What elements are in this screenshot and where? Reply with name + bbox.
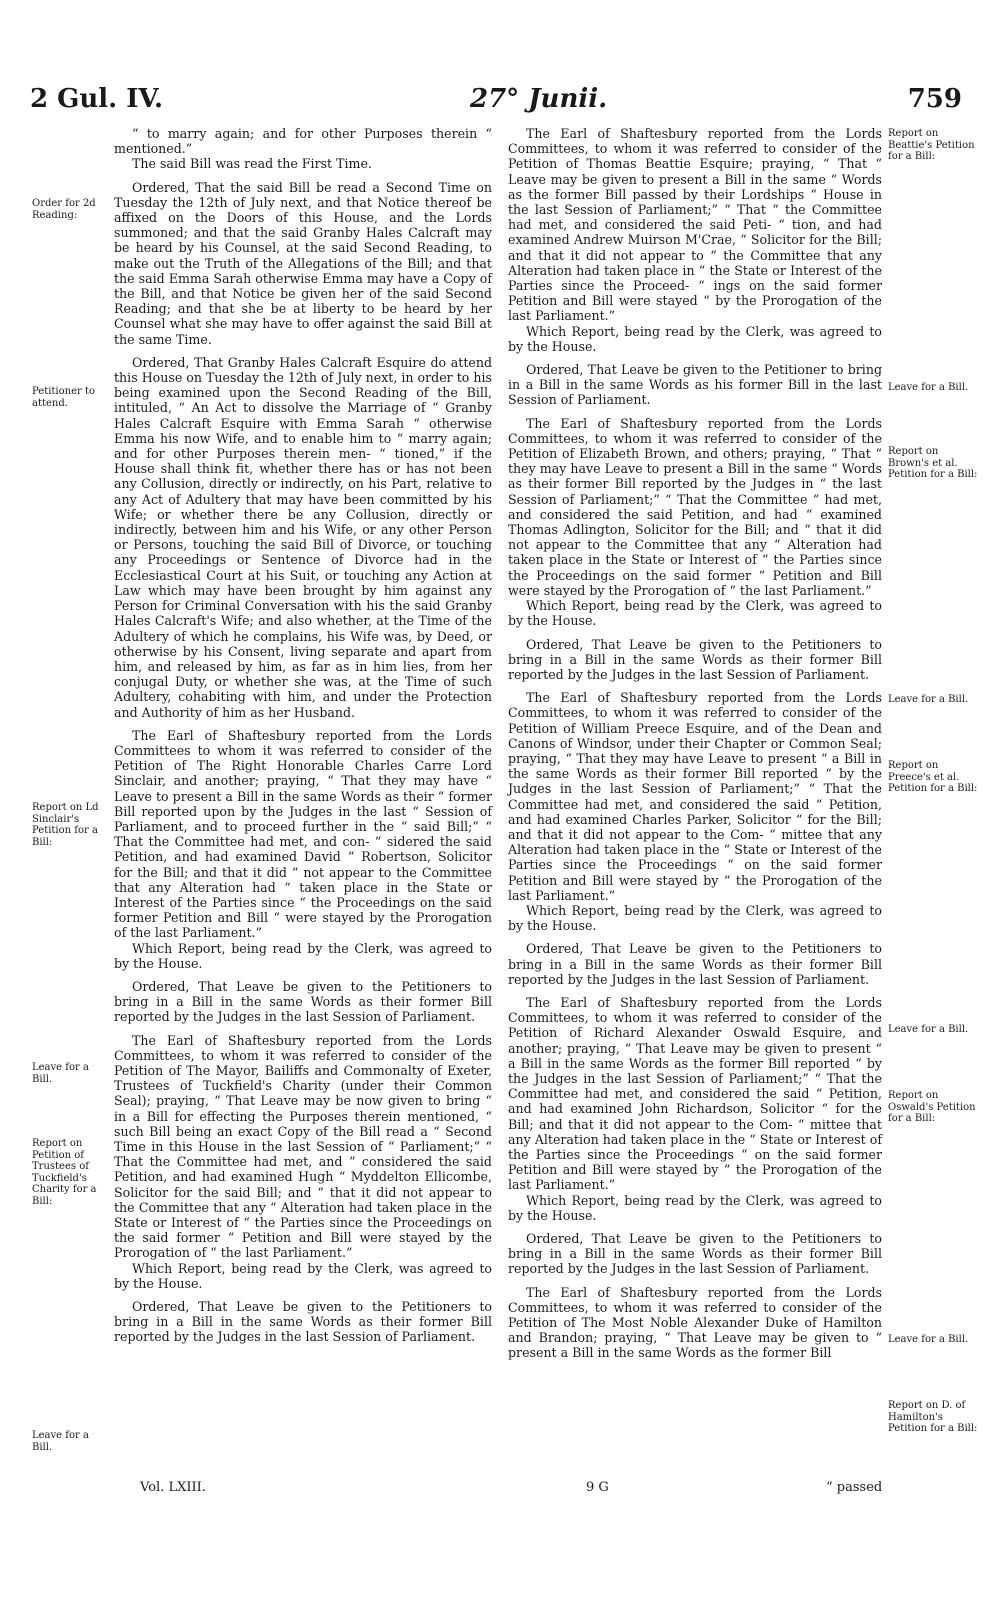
paragraph: The Earl of Shaftesbury reported from the Lords Committees, to whom it was referred to consider of the Petition of Elizabeth Brown, and others; praying, “ That “ they may have Leave to present a Bill in the same “ Words as their former Bill reported by the Judges in “ the last Session of Parliament;” “ That the Committee “ had met, and considered the said Petition, and had “ examined Thomas Adlington, Solicitor for the Bill; and “ that it did not appear to the Committee that any “ Alteration had taken place in the State or Interest of “ the Parties since the Proceedings on the said former “ Petition and Bill were stayed by the Prorogation of “ the last Parliament.” [508, 415, 882, 598]
paragraph: Which Report, being read by the Clerk, was agreed to by the House. [508, 902, 882, 934]
paragraph: Ordered, That Leave be given to the Petitioners to bring in a Bill in the same Words as their former Bill reported by the Judges in the last Session of Parliament. [114, 1299, 492, 1345]
paragraph: Ordered, That Granby Hales Calcraft Esquire do attend this House on Tuesday the 12th of July next, in order to his being examined upon the Second Reading of the Bill, intituled, “ An Act to dissolve the Marriage of “ Granby Hales Calcraft Esquire with Emma Sarah “ otherwise Emma his now Wife, and to enable him to “ marry again; and for other Purposes therein men- “ tioned,” if the House shall think fit, whether there has or has not been any Collusion, directly or indirectly, on his Part, relative to any Act of Adultery that may have been committed by his Wife; or whether there be any Collusion, directly or indirectly, between him and his Wife, or any other Person or Persons, touching the said Bill of Divorce, or touching any Proceedings or Sentence of Divorce had in the Ecclesiastical Court at his Suit, or touching any Action at Law which may have been brought by him against any Person for Criminal Conversation with his the said Granby Hales Calcraft's Wife; and also whether, at the Time of the Adultery of which he complains, his Wife was, by Deed, or otherwise by his Consent, living separate and apart from him, and released by him, as far as in him lies, from her conjugal Duty, or whether she was, at the Time of such Adultery, cohabiting with him, and under the Protection and Authority of him as her Husband. [114, 354, 492, 720]
paragraph: Ordered, That Leave be given to the Petitioner to bring in a Bill in the same Words as his former Bill in the last Session of Parliament. [508, 362, 882, 408]
regnal-year: 2 Gul. IV. [30, 84, 164, 114]
paragraph: Which Report, being read by the Clerk, was agreed to by the House. [508, 1192, 882, 1223]
paragraph: The Earl of Shaftesbury reported from the Lords Committees, to whom it was referred to consider of the Petition of Richard Alexander Oswald Esquire, and another; praying, “ That Leave may be given to present “ a Bill in the same Words as the former Bill reported “ by the Judges in the last Session of Parliament;” “ That the Committee had met, and considered the said “ Petition, and had examined John Richardson, Solicitor “ for the Bill; and that it did not appear to the Com- “ mittee that any Alteration had taken place in the “ State or Interest of the Parties since the Proceedings “ on the said former Petition and Bill were stayed by “ the Prorogation of the last Parliament.” [508, 994, 882, 1193]
signature-mark: 9 G [586, 1480, 609, 1495]
paragraph: The Earl of Shaftesbury reported from the Lords Committees, to whom it was referred to consider of the Petition of William Preece Esquire, and of the Dean and Canons of Windsor, under their Chapter or Common Seal; praying, “ That they may have Leave to present “ a Bill in the same Words as their former Bill reported “ by the Judges in the last Session of Parliament;” “ That the Committee had met, and considered the said “ Petition, and had examined Charles Parker, Solicitor “ for the Bill; and that it did not appear to the Com- “ mittee that any Alteration had taken place in the “ State or Interest of the Parties since the Proceedings “ on the said former Petition and Bill were stayed by “ the Prorogation of the last Parliament.” [508, 690, 882, 903]
paragraph: The Earl of Shaftesbury reported from the Lords Committees to whom it was referred to consider of the Petition of The Right Honorable Charles Carre Lord Sinclair, and another; praying, “ That they may have “ Leave to present a Bill in the same Words as their “ former Bill reported upon by the Judges in the last “ Session of Parliament, and to proceed further in the “ said Bill;” “ That the Committee had met, and con- “ sidered the said Petition, and had examined David “ Robertson, Solicitor for the Bill; and that it did “ not appear to the Committee that any Alteration had “ taken place in the State or Interest of the Parties since “ the Proceedings on the said former Petition and Bill “ were stayed by the Prorogation of the last Parliament.” [114, 727, 492, 941]
margin-note: Leave for a Bill. [888, 694, 969, 705]
page-header [30, 84, 962, 116]
paragraph: The Earl of Shaftesbury reported from the Lords Committees, to whom it was referred to consider of the Petition of The Most Noble Alexander Duke of Hamilton and Brandon; praying, “ That Leave may be given to “ present a Bill in the same Words as the former Bill [508, 1284, 882, 1361]
margin-note: Report on Petition of Trustees of Tuckfield's Charity for a Bill: [32, 1138, 97, 1207]
right-column [508, 126, 882, 1361]
paragraph: The said Bill was read the First Time. [132, 156, 372, 172]
margin-note: Leave for a Bill. [888, 1334, 969, 1345]
paragraph: The Earl of Shaftesbury reported from the Lords Committees, to whom it was referred to consider of the Petition of Thomas Beattie Esquire; praying, “ That “ Leave may be given to present a Bill in the same “ Words as the former Bill passed by their Lordships “ House in the last Session of Parliament;” “ That “ the Committee had met, and considered the said Peti- “ tion, and had examined Andrew Muirson M'Crae, “ Solicitor for the Bill; and that it did not appear to “ the Committee that any Alteration had taken place in “ the State or Interest of the Parties since the Proceed- “ ings on the said former Petition and Bill were stayed “ by the Prorogation of the last Parliament.” [508, 126, 882, 324]
margin-note: Leave for a Bill. [32, 1062, 89, 1085]
left-column [114, 126, 492, 1353]
margin-note: Leave for a Bill. [32, 1430, 89, 1453]
page-number: 759 [907, 84, 962, 114]
margin-note: Petitioner to attend. [32, 386, 96, 409]
paragraph: Ordered, That Leave be given to the Petitioners to bring in a Bill in the same Words as their former Bill reported by the Judges in the last Session of Parliament. [508, 636, 882, 682]
paragraph: Which Report, being read by the Clerk, was agreed to by the House. [508, 323, 882, 354]
paragraph: Ordered, That Leave be given to the Petitioners to bring in a Bill in the same Words as their former Bill reported by the Judges in the last Session of Parliament. [508, 941, 882, 987]
margin-note: Report on Beattie's Petition for a Bill: [888, 128, 975, 162]
paragraph: The Earl of Shaftesbury reported from the Lords Committees, to whom it was referred to consider of the Petition of The Mayor, Bailiffs and Commonalty of Exeter, Trustees of Tuckfield's Charity (under their Common Seal); praying, “ That Leave may be now given to bring “ in a Bill for effecting the Purposes therein mentioned, “ such Bill being an exact Copy of the Bill read a “ Second Time in this House in the last Session of “ Parliament;” “ That the Committee had met, and “ considered the said Petition, and had examined Hugh “ Myddelton Ellicombe, Solicitor for the said Bill; and “ that it did not appear to the Committee that any “ Alteration had taken place in the State or Interest of “ the Parties since the Proceedings on the said former “ Petition and Bill were stayed by the Prorogation of “ the last Parliament.” [114, 1032, 492, 1261]
paragraph: Ordered, That the said Bill be read a Second Time on Tuesday the 12th of July next, and that Notice thereof be affixed on the Doors of this House, and the Lords summoned; and that the said Granby Hales Calcraft may be heard by his Counsel, at the said Second Reading, to make out the Truth of the Allegations of the Bill; and that the said Emma Sarah otherwise Emma may have a Copy of the Bill, and that Notice be given her of the said Second Reading; and that she be at liberty to be heard by her Counsel what she may have to offer against the said Bill at the same Time. [114, 179, 492, 347]
paragraph: Which Report, being read by the Clerk, was agreed to by the House. [508, 598, 882, 629]
catchword: “ passed [826, 1480, 883, 1495]
margin-note: Leave for a Bill. [888, 382, 969, 393]
paragraph: Which Report, being read by the Clerk, was agreed to by the House. [114, 1260, 492, 1291]
volume-label: Vol. LXIII. [140, 1480, 206, 1495]
margin-note: Report on Preece's et al. Petition for a Bill: [888, 760, 978, 794]
paragraph: Ordered, That Leave be given to the Petitioners to bring in a Bill in the same Words as their former Bill reported by the Judges in the last Session of Parliament. [114, 978, 492, 1025]
margin-note: Report on Brown's et al. Petition for a Bill: [888, 446, 978, 480]
paragraph: “ to marry again; and for other Purposes therein “ mentioned.” [114, 126, 492, 157]
margin-note: Report on Oswald's Petition for a Bill: [888, 1090, 976, 1124]
page-date: 27° Junii. [470, 84, 608, 114]
margin-note: Leave for a Bill. [888, 1024, 969, 1035]
paragraph: Which Report, being read by the Clerk, was agreed to by the House. [114, 940, 492, 971]
paragraph: Ordered, That Leave be given to the Petitioners to bring in a Bill in the same Words as their former Bill reported by the Judges in the last Session of Parliament. [508, 1231, 882, 1277]
margin-note: Report on Ld Sinclair's Petition for a Bill: [32, 802, 99, 848]
margin-note: Report on D. of Hamilton's Petition for a Bill: [888, 1400, 978, 1434]
margin-note: Order for 2d Reading: [32, 198, 96, 221]
